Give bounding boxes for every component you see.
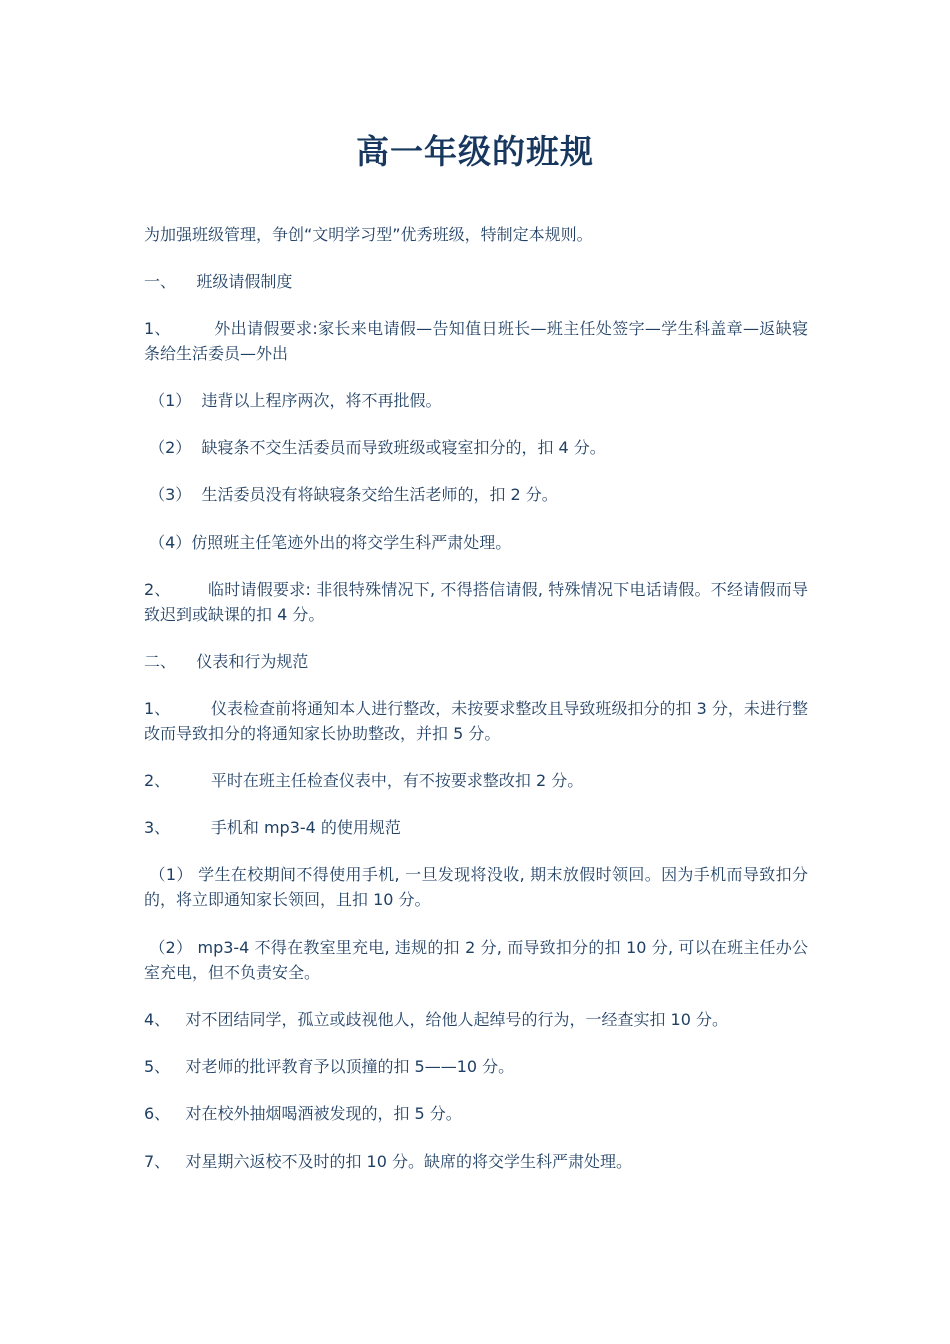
rule-saturday-return: 7、 对星期六返校不及时的扣 10 分。缺席的将交学生科严肃处理。 <box>144 1152 632 1171</box>
rule-appearance-check: 1、 仪表检查前将通知本人进行整改，未按要求整改且导致班级扣分的扣 3 分，未进行整改而导致扣分的将通知家长协助整改，并扣 5 分。 <box>144 699 808 743</box>
rule-smoking-drinking: 6、 对在校外抽烟喝酒被发现的，扣 5 分。 <box>144 1104 462 1123</box>
section-heading-leave: 一、 班级请假制度 <box>144 272 293 291</box>
intro-paragraph: 为加强班级管理，争创“文明学习型”优秀班级，特制定本规则。 <box>144 225 593 244</box>
rule-respect-teachers: 5、 对老师的批评教育予以顶撞的扣 5——10 分。 <box>144 1057 515 1076</box>
phone-sub-rule-1: （1） 学生在校期间不得使用手机, 一旦发现将没收, 期末放假时领回。因为手机而导致扣分的，将立即通知家长领回，且扣 10 分。 <box>144 865 808 909</box>
sub-rule-4: （4）仿照班主任笔迹外出的将交学生科严肃处理。 <box>144 533 512 552</box>
rule-phone-mp3: 3、 手机和 mp3-4 的使用规范 <box>144 818 401 837</box>
section-heading-conduct: 二、 仪表和行为规范 <box>144 652 309 671</box>
rule-outing-leave: 1、 外出请假要求:家长来电请假—告知值日班长—班主任处签字—学生科盖章—返缺寝条给生活委员—外出 <box>144 319 808 363</box>
document-title: 高一年级的班规 <box>356 132 594 171</box>
phone-sub-rule-2: （2） mp3-4 不得在教室里充电, 违规的扣 2 分, 而导致扣分的扣 10 分, 可以在班主任办公室充电，但不负责安全。 <box>144 938 808 982</box>
sub-rule-3: （3） 生活委员没有将缺寝条交给生活老师的，扣 2 分。 <box>144 485 558 504</box>
rule-temporary-leave: 2、 临时请假要求: 非很特殊情况下, 不得搭信请假, 特殊情况下电话请假。不经请假而导致迟到或缺课的扣 4 分。 <box>144 580 808 624</box>
sub-rule-1: （1） 违背以上程序两次，将不再批假。 <box>144 391 442 410</box>
rule-unity: 4、 对不团结同学，孤立或歧视他人，给他人起绰号的行为，一经查实扣 10 分。 <box>144 1010 728 1029</box>
rule-routine-check: 2、 平时在班主任检查仪表中，有不按要求整改扣 2 分。 <box>144 771 584 790</box>
sub-rule-2: （2） 缺寝条不交生活委员而导致班级或寝室扣分的，扣 4 分。 <box>144 438 606 457</box>
